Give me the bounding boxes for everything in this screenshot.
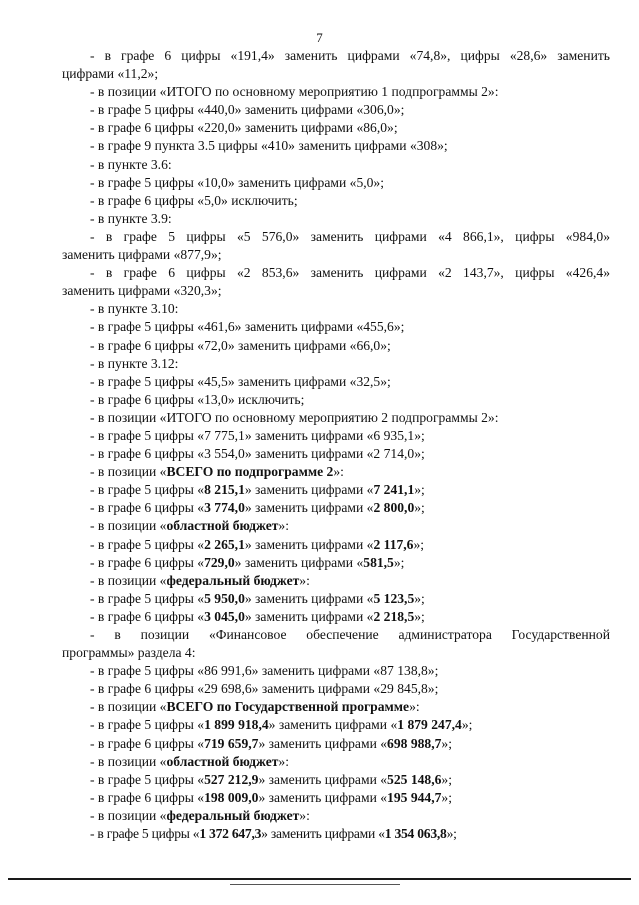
bold-text: областной бюджет [166,753,279,769]
text-segment: - в графе 5 цифры «45,5» заменить цифрами «32,5»; [90,373,391,389]
bold-text: 527 212,9 [204,771,259,787]
text-segment: »; [441,735,452,751]
text-line [62,481,610,499]
text-segment: » заменить цифрами « [244,536,374,552]
text-segment: » заменить цифрами « [268,717,398,733]
text-segment: » заменить цифрами « [234,554,364,570]
text-segment: »: [278,753,289,769]
text-segment: »: [333,464,344,480]
text-line [62,83,610,101]
text-segment: - в позиции « [90,699,167,715]
bold-text: 5 123,5 [373,590,415,606]
text-line [62,789,610,807]
text-line [62,355,610,373]
text-segment: » заменить цифрами « [258,789,388,805]
text-segment: - в графе 5 цифры «461,6» заменить цифрами «455,6»; [90,319,405,335]
bottom-scan-line [230,884,400,885]
text-line [62,391,610,409]
bold-text: 198 009,0 [204,789,259,805]
text-segment: - в пункте 3.10: [90,301,179,317]
text-segment: »; [413,536,425,552]
text-line [62,192,610,210]
text-line [62,174,610,192]
text-segment: заменить цифрами «320,3»; [62,283,222,299]
text-line [62,47,610,65]
bold-text: областной бюджет [166,518,279,534]
bold-text: федеральный бюджет [166,807,300,823]
text-line [62,300,610,318]
text-line [62,156,610,174]
text-segment: - в позиции « [90,464,167,480]
text-segment: - в пункте 3.12: [90,355,179,371]
text-line [62,427,610,445]
text-line [62,282,610,300]
text-segment: »; [461,717,473,733]
bold-text: 581,5 [363,554,394,570]
text-segment: » заменить цифрами « [258,771,388,787]
text-segment: »; [414,590,425,606]
bold-text: 1 879 247,4 [397,717,462,733]
text-segment: - в графе 5 цифры « [90,717,205,733]
text-line [62,536,610,554]
page-number: 7 [316,30,323,45]
text-segment: - в графе 6 цифры «191,4» заменить цифрами «74,8», цифры «28,6» заменить [90,48,610,63]
text-segment: - в графе 5 цифры «440,0» заменить цифрами «306,0»; [90,102,405,118]
text-segment: - в позиции « [90,753,167,769]
bold-text: 2 265,1 [204,536,245,552]
text-segment: - в позиции « [90,518,167,534]
text-line [62,554,610,572]
text-segment: - в графе 5 цифры «10,0» заменить цифрами «5,0»; [90,174,385,190]
text-line [62,228,610,246]
text-segment: - в графе 6 цифры «2 853,6» заменить цифрами «2 143,7», цифры «426,4» [90,265,610,281]
text-line [62,463,610,481]
text-line [62,698,610,716]
text-segment: - в позиции «Финансовое обеспечение администратора Государственной [90,627,610,642]
text-segment: »: [299,807,310,823]
bold-text: 729,0 [204,554,235,570]
text-line [62,825,610,843]
text-line [62,119,610,137]
text-segment: »; [414,608,425,624]
text-segment: - в графе 6 цифры « [90,608,205,624]
text-segment: » заменить цифрами « [258,735,388,751]
bold-text: 719 659,7 [204,735,259,751]
text-segment: »; [414,482,425,498]
text-segment: программы» раздела 4: [62,645,196,661]
bold-text: 7 241,1 [373,482,415,498]
text-segment: - в графе 5 цифры « [90,482,205,498]
bold-text: 1 372 647,3 [199,826,262,842]
text-segment: - в графе 6 цифры «13,0» исключить; [90,391,305,407]
text-segment: - в позиции «ИТОГО по основному мероприятию 1 подпрограммы 2»: [90,84,499,100]
text-segment: »: [409,699,420,715]
text-line [62,137,610,155]
text-segment: - в графе 6 цифры «29 698,6» заменить цифрами «29 845,8»; [90,681,439,697]
text-segment: » заменить цифрами « [244,482,374,498]
text-segment: - в графе 6 цифры « [90,735,205,751]
text-segment: - в графе 5 цифры «86 991,6» заменить цифрами «87 138,8»; [90,663,439,679]
text-line [62,680,610,698]
text-segment: - в графе 5 цифры « [90,590,205,606]
text-segment: - в графе 6 цифры «72,0» заменить цифрами «66,0»; [90,337,391,353]
text-segment: »; [441,771,452,787]
bold-text: ВСЕГО по Государственной программе [166,699,410,715]
text-line [62,337,610,355]
text-line [62,753,610,771]
text-segment: - в графе 5 цифры « [90,771,205,787]
bold-text: 2 800,0 [373,500,415,516]
text-line [62,445,610,463]
bold-text: 2 117,6 [373,536,414,552]
bottom-border-line [8,878,631,880]
text-segment: » заменить цифрами « [244,590,374,606]
text-line [62,409,610,427]
bold-text: 1 899 918,4 [204,717,269,733]
text-segment: »: [278,518,289,534]
text-segment: - в графе 6 цифры « [90,789,205,805]
text-line [62,662,610,680]
text-segment: »; [441,789,452,805]
bold-text: федеральный бюджет [166,572,300,588]
text-line [62,807,610,825]
text-segment: - в графе 6 цифры « [90,554,205,570]
bold-text: 698 988,7 [387,735,442,751]
text-line [62,735,610,753]
text-line [62,644,610,662]
text-segment: - в пункте 3.9: [90,210,172,226]
text-segment: - в графе 6 цифры « [90,500,205,516]
text-line [62,210,610,228]
text-segment: »; [393,554,405,570]
text-segment: - в графе 5 цифры « [90,536,205,552]
bold-text: 2 218,5 [373,608,415,624]
bold-text: 1 354 063,8 [384,826,447,842]
text-segment: - в графе 5 цифры «5 576,0» заменить цифрами «4 866,1», цифры «984,0» [90,228,610,244]
text-line [62,517,610,535]
text-segment: - в графе 6 цифры «220,0» заменить цифрами «86,0»; [90,120,398,136]
text-segment: - в позиции « [90,807,167,823]
text-segment: »; [414,500,425,516]
bold-text: 3 774,0 [204,500,245,516]
text-segment: » заменить цифрами « [261,826,385,842]
text-segment: - в графе 9 пункта 3.5 цифры «410» заменить цифрами «308»; [90,138,448,154]
bold-text: 525 148,6 [387,771,442,787]
text-segment: - в графе 5 цифры « [90,826,200,842]
text-line [62,572,610,590]
text-segment: » заменить цифрами « [244,500,374,516]
text-segment: цифрами «11,2»; [62,66,159,82]
text-segment: - в позиции « [90,572,167,588]
text-segment: » заменить цифрами « [244,608,374,624]
text-segment: - в графе 6 цифры «3 554,0» заменить цифрами «2 714,0»; [90,446,425,462]
bold-text: 5 950,0 [204,590,245,606]
text-segment: - в позиции «ИТОГО по основному мероприятию 2 подпрограммы 2»: [90,409,499,425]
text-segment: - в графе 5 цифры «7 775,1» заменить цифрами «6 935,1»; [90,427,425,443]
text-line [62,246,610,264]
text-line [62,716,610,734]
text-segment: »; [446,826,457,842]
bold-text: 195 944,7 [387,789,442,805]
text-segment: заменить цифрами «877,9»; [62,247,222,263]
text-line [62,65,610,83]
text-segment: - в пункте 3.6: [90,156,172,172]
text-line [62,608,610,626]
text-line [62,590,610,608]
text-line [62,318,610,336]
bold-text: 3 045,0 [204,608,245,624]
text-segment: »: [299,572,310,588]
text-line [62,499,610,517]
text-line [62,264,610,282]
text-line [62,626,610,644]
document-body [62,47,610,843]
text-line [62,373,610,391]
bold-text: 8 215,1 [204,482,245,498]
text-segment: - в графе 6 цифры «5,0» исключить; [90,192,298,208]
text-line [62,771,610,789]
text-line [62,101,610,119]
bold-text: ВСЕГО по подпрограмме 2 [166,464,334,480]
